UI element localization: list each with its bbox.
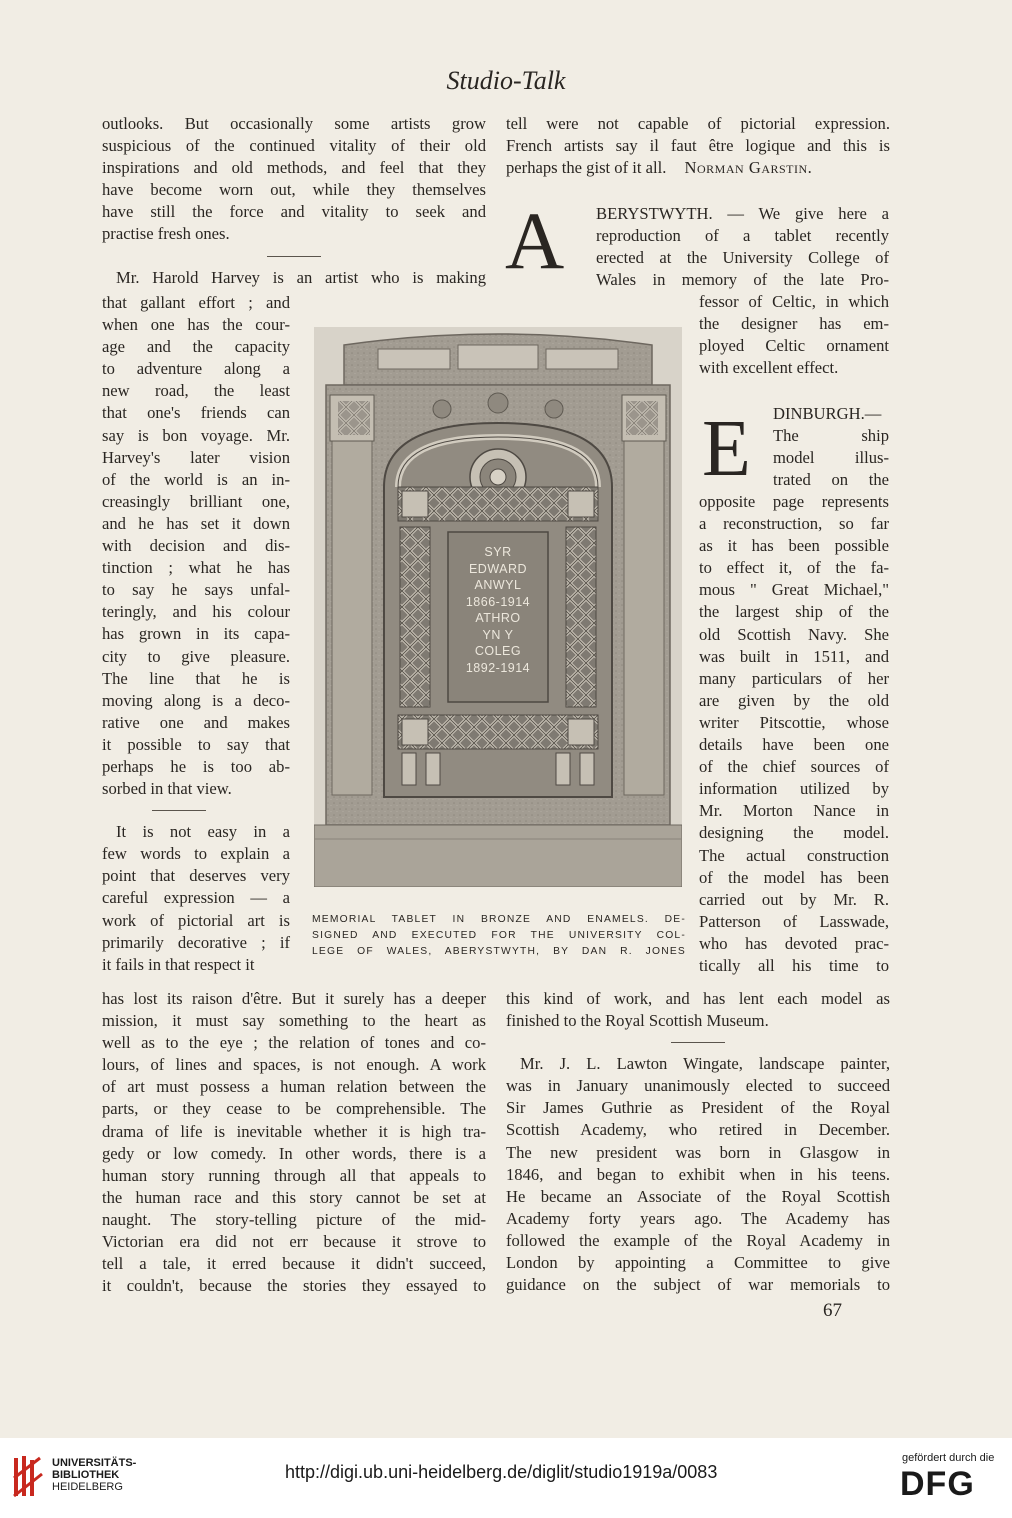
text-line: Patterson of Lasswade, xyxy=(699,911,889,931)
edinburgh-para-wide xyxy=(506,988,890,1296)
text-line: outlooks. But occasionally some artists grow xyxy=(102,114,486,133)
inscription-line: ANWYL xyxy=(474,578,522,592)
text-line: opposite page represents xyxy=(699,492,889,511)
text-line: reproduction of a tablet recently xyxy=(596,226,889,246)
text-line: Victorian era did not err because it strove to xyxy=(102,1232,486,1252)
caption-line: LEGE OF WALES, ABERYSTWYTH, BY DAN R. JONES xyxy=(312,946,686,957)
left-para-1 xyxy=(102,113,486,246)
text-line: guidance on the subject of war memorials to xyxy=(506,1275,890,1295)
text-line: Mr. Morton Nance in xyxy=(699,801,889,821)
text-line: followed the example of the Royal Academy in xyxy=(506,1230,890,1250)
text-line: carried out by Mr. R. xyxy=(699,889,889,909)
text-line: with decision and dis- xyxy=(102,536,290,556)
footer-bar xyxy=(0,1438,1012,1518)
permalink[interactable]: http://digi.ub.uni-heidelberg.de/diglit/studio1919a/0083 xyxy=(285,1462,718,1482)
text-line: mission, it must say something to the heart as xyxy=(102,1011,486,1031)
text-line: old Scottish Navy. She xyxy=(699,624,889,644)
text-line: a reconstruction, so far xyxy=(699,514,889,534)
text-line: teringly, and his colour xyxy=(102,602,290,622)
text-line: Academy forty years ago. The Academy has xyxy=(506,1208,890,1228)
text-line: have become worn out, while they themselves xyxy=(102,180,486,200)
text-line: human story running through all that appeals to xyxy=(102,1165,486,1185)
text-line: tically all his time to xyxy=(699,955,889,975)
page-number: 67 xyxy=(823,1300,842,1321)
inscription-line: YN Y xyxy=(482,627,514,642)
text-line: DINBURGH.— xyxy=(773,404,882,423)
text-line: rative one and makes xyxy=(102,712,290,732)
caption-line: SIGNED AND EXECUTED FOR THE UNIVERSITY COL- xyxy=(312,930,686,941)
text-line: writer Pitscottie, whose xyxy=(699,712,889,732)
text-line: suspicious of the continued vitality of their old xyxy=(102,136,486,156)
text-line: information utilized by xyxy=(699,779,889,799)
text-line: naught. The story-telling picture of the mid- xyxy=(102,1209,486,1229)
text-line: say is bon voyage. Mr. xyxy=(102,425,290,445)
text-line: parts, or they cease to be comprehensible. The xyxy=(102,1099,486,1119)
text-line: French artists say il faut être logique and this is xyxy=(506,136,890,156)
text-line: who has devoted prac- xyxy=(699,933,889,953)
inscription-line: COLEG xyxy=(474,644,522,658)
text-line: new road, the least xyxy=(102,381,290,401)
text-line: Harvey's later vision xyxy=(102,447,290,467)
text-line: this kind of work, and has lent each model as xyxy=(506,989,890,1008)
text-line: was built in 1511, and xyxy=(699,646,889,666)
library-name-line: UNIVERSITÄTS- xyxy=(52,1457,137,1469)
edinburgh-para-top xyxy=(773,403,889,491)
inscription-line: SYR xyxy=(484,545,512,559)
left-para-2 xyxy=(102,292,290,800)
inscription-line: 1892-1914 xyxy=(465,660,531,675)
tablet-inscription xyxy=(448,544,548,676)
text-line: it couldn't, because the stories they essayed to xyxy=(102,1276,486,1296)
text-line: tell were not capable of pictorial expression. xyxy=(506,114,890,133)
text-line: sorbed in that view. xyxy=(102,779,232,799)
text-line: are given by the old xyxy=(699,690,889,710)
university-library-logo-icon xyxy=(12,1454,44,1500)
text-line: has lost its raison d'être. But it surely has a deeper xyxy=(102,989,486,1008)
text-line: to effect it, of the fa- xyxy=(699,558,889,578)
text-line: practise fresh ones. xyxy=(102,224,230,244)
dfg-logo: DFG xyxy=(900,1465,975,1503)
text-line: of the chief sources of xyxy=(699,757,889,777)
text-line: London by appointing a Committee to give xyxy=(506,1253,890,1273)
right-column-top xyxy=(506,113,890,179)
text-line: lours, of lines and spaces, is not enough. A work xyxy=(102,1055,486,1075)
text-line: of the model has been xyxy=(699,867,889,887)
text-line: Sir James Guthrie as President of the Royal xyxy=(506,1098,890,1118)
text-line: the largest ship of the xyxy=(699,602,889,622)
text-line: point that deserves very xyxy=(102,866,290,886)
text-line: erected at the University College of xyxy=(596,248,889,268)
text-line: moving along is a deco- xyxy=(102,690,290,710)
text-line: The new president was born in Glasgow in xyxy=(506,1142,890,1162)
text-line: trated on the xyxy=(773,470,889,490)
text-line: drama of life is inevitable whether it is high tra- xyxy=(102,1121,486,1141)
text-line: Scottish Academy, who retired in December. xyxy=(506,1120,890,1140)
text-line: creasingly brilliant one, xyxy=(102,491,290,511)
text-line: of art must possess a human relation between the xyxy=(102,1077,486,1097)
aberystwyth-para-top xyxy=(596,203,889,291)
text-line: to say he says unfal- xyxy=(102,580,290,600)
text-line: model illus- xyxy=(773,448,889,468)
text-line: when one has the cour- xyxy=(102,315,290,335)
text-line: BERYSTWYTH. — We give here a xyxy=(596,204,889,223)
section-rule xyxy=(267,256,321,257)
text-line: age and the capacity xyxy=(102,337,290,357)
section-rule xyxy=(152,810,206,811)
text-line: tell a tale, it erred because it didn't succeed, xyxy=(102,1254,486,1274)
funded-by-label: gefördert durch die xyxy=(902,1452,995,1464)
library-name xyxy=(52,1457,136,1493)
text-line: mous " Great Michael," xyxy=(699,580,889,600)
text-line: 1846, and began to exhibit when in his teens. xyxy=(506,1164,890,1184)
left-para-3 xyxy=(102,821,290,976)
text-line: The line that he is xyxy=(102,668,290,688)
text-line: that one's friends can xyxy=(102,403,290,423)
running-head: Studio-Talk xyxy=(446,66,566,95)
inscription-line: EDWARD xyxy=(468,561,528,576)
dropcap-a: A xyxy=(505,195,565,286)
edinburgh-para-narrow xyxy=(699,491,889,977)
text-line: finished to the Royal Scottish Museum. xyxy=(506,1011,769,1031)
text-line: work of pictorial art is xyxy=(102,910,290,930)
author-signature: Norman Garstin. xyxy=(684,158,813,178)
text-line: gedy or low comedy. In other words, there is a xyxy=(102,1143,486,1163)
text-line: of the world is an in- xyxy=(102,469,290,489)
text-line: primarily decorative ; if xyxy=(102,932,290,952)
text-line: has grown in its capa- xyxy=(102,624,290,644)
text-line: as it has been possible xyxy=(699,536,889,556)
inscription-line: ATHRO xyxy=(475,611,521,625)
text-line: many particulars of her xyxy=(699,668,889,688)
left-para-2-intro xyxy=(102,267,486,289)
inscription-line: 1866-1914 xyxy=(465,594,531,609)
text-line: ployed Celtic ornament xyxy=(699,336,889,356)
text-line: He became an Associate of the Royal Scottish xyxy=(506,1186,890,1206)
section-rule xyxy=(671,1042,725,1043)
text-line: to adventure along a xyxy=(102,359,290,379)
text-line: It is not easy in a xyxy=(116,822,290,842)
text-line: it fails in that respect it xyxy=(102,954,255,974)
figure-caption xyxy=(312,912,686,960)
text-line xyxy=(506,157,890,179)
text-line: have still the force and vitality to seek and xyxy=(102,202,486,222)
text-line: few words to explain a xyxy=(102,844,290,864)
text-line: the human race and this story cannot be set at xyxy=(102,1187,486,1207)
library-name-line: HEIDELBERG xyxy=(52,1481,123,1493)
text-line: was in January unanimously elected to succeed xyxy=(506,1076,890,1096)
text-line: careful expression — a xyxy=(102,888,290,908)
text-line: perhaps the gist of it all. xyxy=(506,158,667,178)
text-line: city to give pleasure. xyxy=(102,646,290,666)
text-line: that gallant effort ; and xyxy=(102,293,290,312)
text-line: well as to the eye ; the relation of tones and co- xyxy=(102,1033,486,1053)
text-line: fessor of Celtic, in which xyxy=(699,292,889,311)
text-line: perhaps he is too ab- xyxy=(102,756,290,776)
dropcap-e: E xyxy=(702,405,751,493)
text-line: the designer has em- xyxy=(699,314,889,334)
text-line: and he has set it down xyxy=(102,513,290,533)
left-column-narrow xyxy=(102,292,290,976)
text-line: Mr. J. L. Lawton Wingate, landscape painter, xyxy=(520,1054,890,1074)
text-line: tinction ; what he has xyxy=(102,558,290,578)
text-line: The ship xyxy=(773,426,889,446)
text-line: Mr. Harold Harvey is an artist who is making xyxy=(116,267,486,287)
text-line: with excellent effect. xyxy=(699,358,839,378)
left-para-3-cont xyxy=(102,988,486,1297)
library-name-line: BIBLIOTHEK xyxy=(52,1469,120,1481)
aberystwyth-para-narrow xyxy=(699,291,889,379)
text-line: inspirations and old methods, and feel that they xyxy=(102,158,486,178)
text-line: The actual construction xyxy=(699,845,889,865)
text-line: details have been one xyxy=(699,735,889,755)
text-line: Wales in memory of the late Pro- xyxy=(596,270,889,290)
caption-line: MEMORIAL TABLET IN BRONZE AND ENAMELS. DE- xyxy=(312,914,686,925)
left-column-top xyxy=(102,113,486,289)
text-line: it possible to say that xyxy=(102,734,290,754)
left-column-bottom xyxy=(102,988,486,1297)
text-line: designing the model. xyxy=(699,823,889,843)
